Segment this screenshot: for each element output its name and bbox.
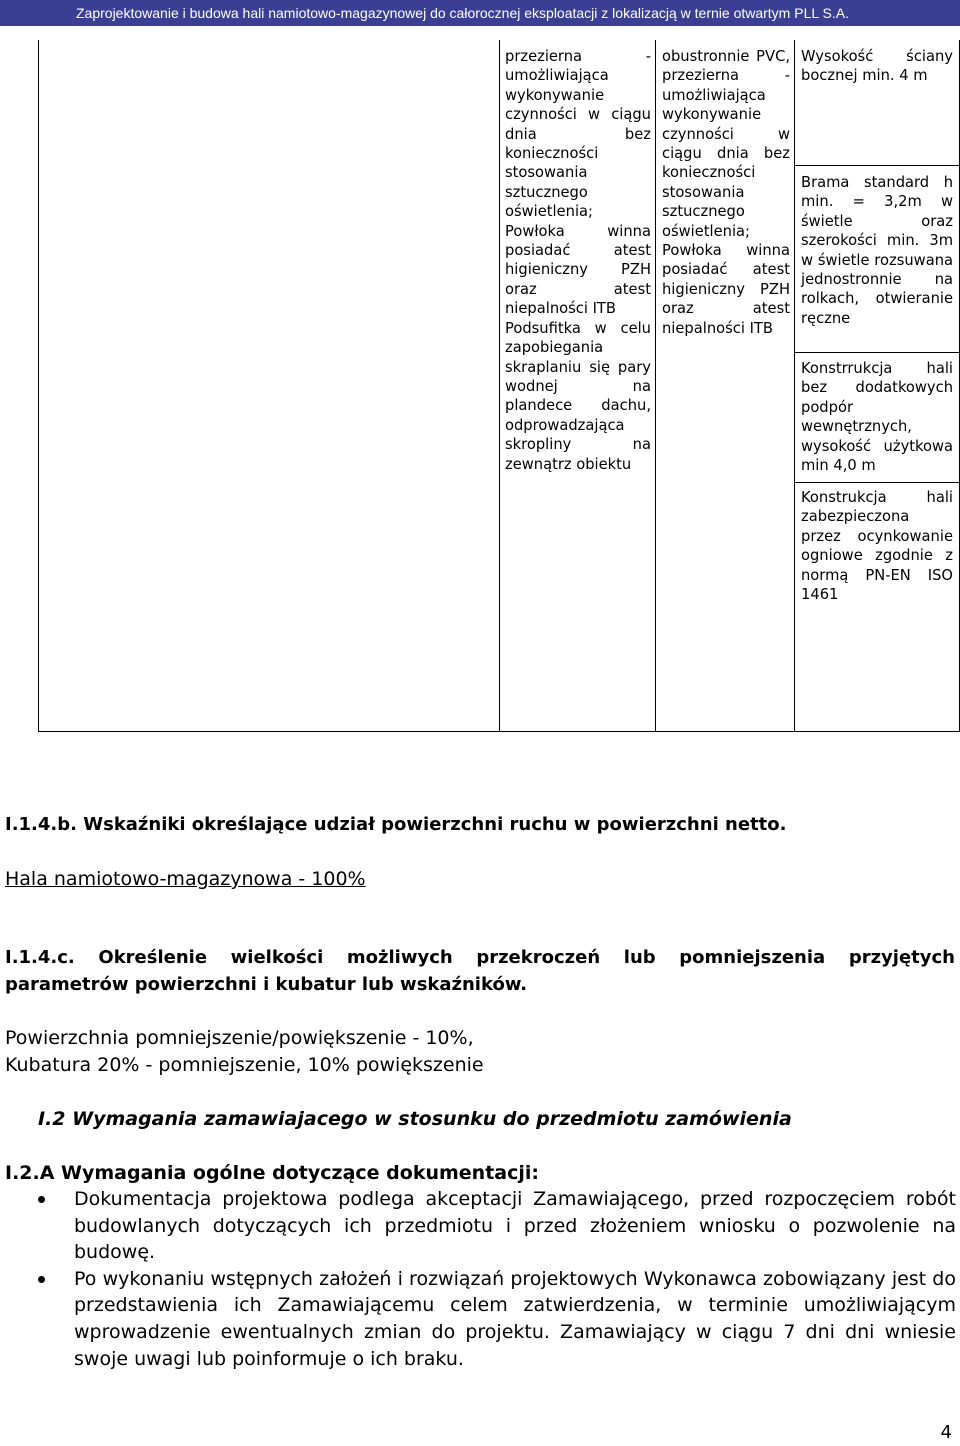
list-item: Dokumentacja projektowa podlega akceptacji Zamawiającego, przed rozpoczęciem robót budowlanych dotyczących ich przedmiotu i przed złożeniem wniosku o pozwolenie na budowę. bbox=[0, 1186, 956, 1266]
table-border-left bbox=[38, 40, 39, 732]
page-number: 4 bbox=[940, 1422, 952, 1443]
cell-wall-height: Wysokość ściany bocznej min. 4 m bbox=[801, 48, 953, 85]
header-title: Zaprojektowanie i budowa hali namiotowo-magazynowej do całorocznej eksploatacji z lokalizacją w ternie otwartym PLL S.A. bbox=[76, 5, 849, 21]
cell-col-a bbox=[505, 47, 651, 474]
table-border-bottom bbox=[38, 731, 960, 732]
cell-protection: Konstrukcja hali zabezpieczona przez ocynkowanie ogniowe zgodnie z normą PN-EN ISO 1461 bbox=[801, 489, 953, 604]
section-4-heading: I.2.A Wymagania ogólne dotyczące dokumentacji: bbox=[5, 1162, 539, 1184]
table-border-col2 bbox=[655, 40, 656, 732]
section-2-heading-line-2: parametrów powierzchni i kubatur lub wskaźników. bbox=[5, 974, 528, 995]
col-b-paragraph-1: obustronnie PVC, przezierna - umożliwiająca wykonywanie czynności w ciągu dnia bez konieczności stosowania sztucznego oświetlenia; bbox=[662, 48, 790, 240]
bullet-icon bbox=[38, 1276, 45, 1283]
table-border-col1 bbox=[499, 40, 500, 732]
col-a-paragraph-2: Powłoka winna posiadać atest higieniczny PZH oraz atest niepalności ITB bbox=[505, 222, 651, 318]
section-3-heading: I.2 Wymagania zamawiajacego w stosunku do przedmiotu zamówienia bbox=[38, 1108, 792, 1130]
cell-gate: Brama standard h min. = 3,2m w świetle oraz szerokości min. 3m w świetle rozsuwana jednostronnie na rolkach, otwieranie ręczne bbox=[801, 174, 953, 327]
section-1-text: Hala namiotowo-magazynowa - 100% bbox=[5, 868, 366, 890]
cell-construction: Konstrrukcja hali bez dodatkowych podpór wewnętrznych, wysokość użytkowa min 4,0 m bbox=[801, 360, 953, 475]
col-c-divider-2 bbox=[794, 352, 960, 353]
cell-col-b bbox=[662, 47, 790, 338]
col-a-paragraph-1: przezierna - umożliwiająca wykonywanie czynności w ciągu dnia bez konieczności stosowania sztucznego oświetlenia; bbox=[505, 48, 651, 221]
section-2-text-line-1: Powierzchnia pomniejszenie/powiększenie - 10%, bbox=[5, 1027, 474, 1049]
col-a-paragraph-3: Podsufitka w celu zapobiegania skraplaniu się pary wodnej na plandece dachu, odprowadzająca skropliny na zewnątrz obiektu bbox=[505, 319, 651, 473]
table-border-col3 bbox=[794, 40, 795, 732]
col-b-paragraph-2: Powłoka winna posiadać atest higieniczny PZH oraz atest niepalności ITB bbox=[662, 242, 790, 337]
col-c-divider-3 bbox=[794, 482, 960, 483]
section-2-text-line-2: Kubatura 20% - pomniejszenie, 10% powiększenie bbox=[5, 1054, 484, 1076]
col-c-divider-1 bbox=[794, 165, 960, 166]
bullet-icon bbox=[38, 1196, 45, 1203]
section-2-heading-line-1: I.1.4.c. Określenie wielkości możliwych przekroczeń lub pomniejszenia przyjętych bbox=[5, 947, 955, 968]
list-item: Po wykonaniu wstępnych założeń i rozwiązań projektowych Wykonawca zobowiązany jest do przedstawienia ich Zamawiającemu celem zatwierdzenia, w terminie umożliwiającym wprowadzenie ewentualnych zmian do projektu. Zamawiający w ciągu 7 dni dni wniesie swoje uwagi lub poinformuje o ich braku. bbox=[0, 1266, 956, 1372]
section-1-heading: I.1.4.b. Wskaźniki określające udział powierzchni ruchu w powierzchni netto. bbox=[5, 814, 787, 835]
requirements-list bbox=[0, 1186, 956, 1372]
